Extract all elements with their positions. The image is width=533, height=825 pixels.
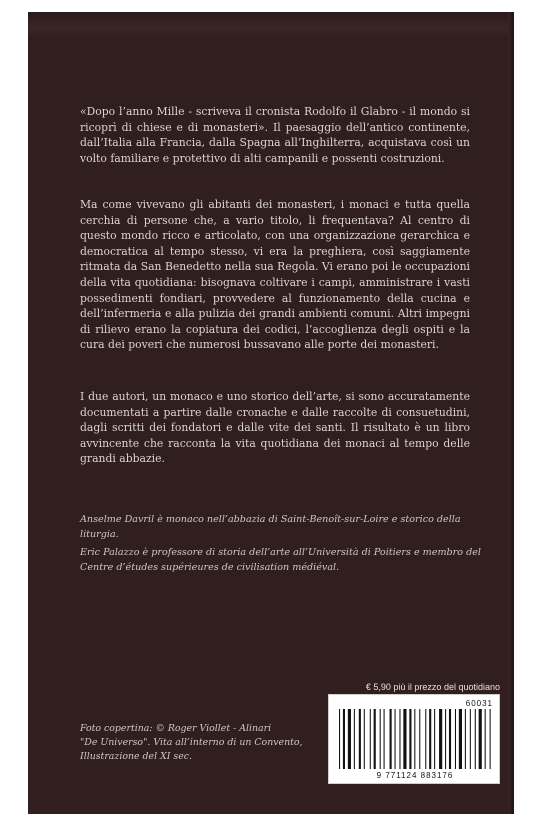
barcode-bar	[380, 709, 381, 769]
barcode-bar	[465, 709, 466, 769]
barcode-bar	[359, 709, 361, 769]
barcode-digits: 9 771124 883176	[376, 771, 454, 780]
barcode-bar	[419, 709, 420, 769]
barcode-bar	[395, 709, 396, 769]
barcode-bar	[475, 709, 476, 769]
barcode-bar	[449, 709, 451, 769]
barcode-bar	[479, 709, 482, 769]
barcode-bar	[445, 709, 446, 769]
barcode-bar	[455, 709, 456, 769]
barcode-bar	[370, 709, 371, 769]
barcode-bars	[337, 709, 493, 769]
barcode-bar	[403, 709, 406, 769]
blurb-paragraph-3: I due autori, un monaco e uno storico dell’arte, si sono accuratamente documentati a partire dalle cronache e dalle raccolte di consuetudini, dagli scritti dei fondatori e dalle vite dei santi. Il risultato è un libro avvincente che racconta la vita quotidiana dei monaci al tempo delle grandi abbazie.	[80, 390, 470, 466]
barcode-bar	[399, 709, 400, 769]
barcode-bar	[470, 709, 471, 769]
barcode-bar	[439, 709, 442, 769]
barcode-bar	[425, 709, 426, 769]
photo-credits	[80, 722, 320, 764]
barcode-bar	[354, 709, 355, 769]
barcode-bar	[459, 709, 462, 769]
book-spine-edge	[508, 12, 514, 814]
barcode-bar	[490, 709, 491, 769]
credits-line-3: Illustrazione del XI sec.	[80, 751, 193, 762]
blurb-paragraph-2: Ma come vivevano gli abitanti dei monasteri, i monaci e tutta quella cerchia di persone che, a vario titolo, li frequentava? Al centro di questo mondo ricco e articolato, con una organizzazione gerarchica e democratica al tempo stesso, vi era la preghiera, così saggiamente ritmata da San Benedetto nella sua Regola. Vi erano poi le occupazioni della vita quotidiana: bisognava coltivare i campi, amministrare i vasti possedimenti fondiari, provvedere al funzionamento della cucina e dell’infermeria e alla pulizia dei grandi ambienti comuni. Altri impegni di rilievo erano la copiatura dei codici, l’accoglienza degli ospiti e la cura dei poveri che numerosi bussavano alle porte dei monasteri.	[80, 198, 470, 352]
barcode-bar	[339, 709, 340, 769]
barcode-bar	[409, 709, 411, 769]
barcode-bar	[434, 709, 435, 769]
barcode-bar	[364, 709, 365, 769]
barcode-bar	[374, 709, 376, 769]
author-bio-palazzo: Eric Palazzo è professore di storia dell’arte all’Università di Poitiers e membro del Centre d’études supérieures de civilisation médiéval.	[80, 547, 481, 573]
barcode-bar	[343, 709, 345, 769]
barcode-bar	[429, 709, 431, 769]
blurb-paragraph-1: «Dopo l’anno Mille - scriveva il cronista Rodolfo il Glabro - il mondo si ricoprì di chiese e di monasteri». Il paesaggio dell’antico continente, dall’Italia alla Francia, dalla Spagna all’Inghilterra, acquistava così un volto familiare e protettivo di alti campanili e possenti costruzioni.	[80, 105, 470, 165]
barcode-bar	[485, 709, 486, 769]
barcode-bar	[390, 709, 392, 769]
barcode-bar	[414, 709, 415, 769]
issue-number: 60031	[465, 699, 493, 708]
price-label: € 5,90 più il prezzo del quotidiano	[365, 682, 500, 692]
author-bio-davril: Anselme Davril è monaco nell’abbazia di Saint-Benoît-sur-Loire e storico della liturgia.	[80, 514, 461, 540]
barcode-bar	[384, 709, 385, 769]
credits-line-2: "De Universo". Vita all’interno di un Convento,	[80, 737, 303, 748]
credits-line-1: Foto copertina: © Roger Viollet - Alinari	[80, 723, 272, 734]
barcode-label	[328, 694, 500, 784]
cover-top-edge	[28, 12, 512, 38]
barcode-bar	[348, 709, 351, 769]
